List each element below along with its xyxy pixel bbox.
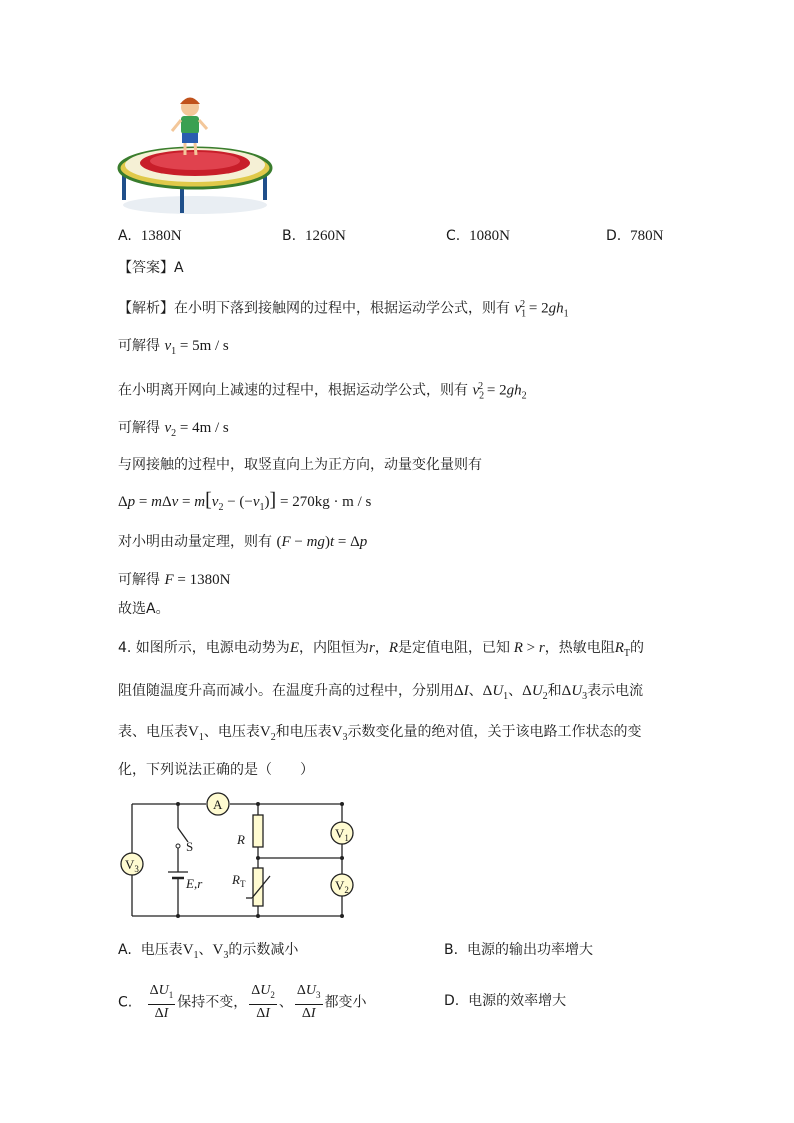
analysis-line-3: 在小明离开网向上减速的过程中，根据运动学公式，则有 $v_2^2 = 2gh_2$: [118, 381, 527, 402]
q4-line-4: 化，下列说法正确的是（ ）: [118, 762, 314, 778]
q4-option-d: D. 电源的效率增大: [444, 993, 567, 1009]
resistor-label: R: [237, 832, 245, 847]
analysis-line-5: 与网接触的过程中，取竖直向上为正方向，动量变化量则有: [118, 457, 482, 473]
thermistor-label: R: [232, 872, 240, 887]
option-d: D. 780N: [606, 228, 664, 244]
option-a: A. 1380N: [118, 228, 182, 244]
analysis-line-1: 【解析】在小明下落到接触网的过程中，根据运动学公式，则有 $v_1^2 = 2gh_1$: [118, 299, 569, 320]
q4-line-1: 4. 如图所示，电源电动势为E，内阻恒为r，R是定值电阻，已知 R > r，热敏电阻$R_T$的: [118, 640, 645, 659]
svg-text:RT: $R_T$: [232, 872, 246, 889]
analysis-line-2: 可解得 $v_1 = 5m / s$: [118, 338, 229, 357]
analysis-line-6: $\Delta p = m\Delta v = m[v_2 - (-v_1)] = 270kg \cdot m / s$: [118, 489, 372, 513]
analysis-line-7: 对小明由动量定理，则有 (F − mg)t = Δp: [118, 534, 368, 550]
analysis-line-9: 故选A。: [118, 601, 170, 617]
switch-label: S: [186, 839, 194, 854]
q4-option-b: B. 电源的输出功率增大: [444, 942, 593, 958]
svg-text:V1: $V_1$: [335, 826, 349, 843]
analysis-line-4: 可解得 $v_2 = 4m / s$: [118, 420, 229, 439]
trampoline-illustration: [110, 95, 280, 220]
v2-label: V: [335, 878, 345, 893]
analysis-line-8: 可解得 F = 1380N: [118, 572, 231, 588]
q4-line-2: 阻值随温度升高而减小。在温度升高的过程中，分别用ΔI、$\Delta U_1$、$\Delta U_2$和$\Delta U_3$表示电流: [118, 683, 644, 702]
option-b: B. 1260N: [282, 228, 346, 244]
v1-label: V: [335, 826, 345, 841]
option-c: C. 1080N: [446, 228, 510, 244]
answer-line: 【答案】A: [118, 260, 184, 276]
q4-option-c: C. $\frac{\Delta U_1}{\Delta I}$ 保持不变， $\frac{\Delta U_2}{\Delta I}$ 、 $\frac{\Delta U_3}{\Delta I}$ 都变小: [118, 983, 367, 1021]
q4-line-3: 表、电压表$V_1$、电压表$V_2$和电压表$V_3$示数变化量的绝对值，关于该电路工作状态的变: [118, 724, 642, 743]
svg-text:V3: $V_3$: [125, 857, 139, 874]
ammeter-label: A: [213, 797, 223, 812]
svg-text:V2: $V_2$: [335, 878, 349, 895]
q4-option-a: A. 电压表$V_1$、$V_3$的示数减小: [118, 942, 299, 961]
v3-label: V: [125, 857, 135, 872]
circuit-diagram: [112, 788, 362, 920]
source-label: E,r: [186, 876, 203, 891]
